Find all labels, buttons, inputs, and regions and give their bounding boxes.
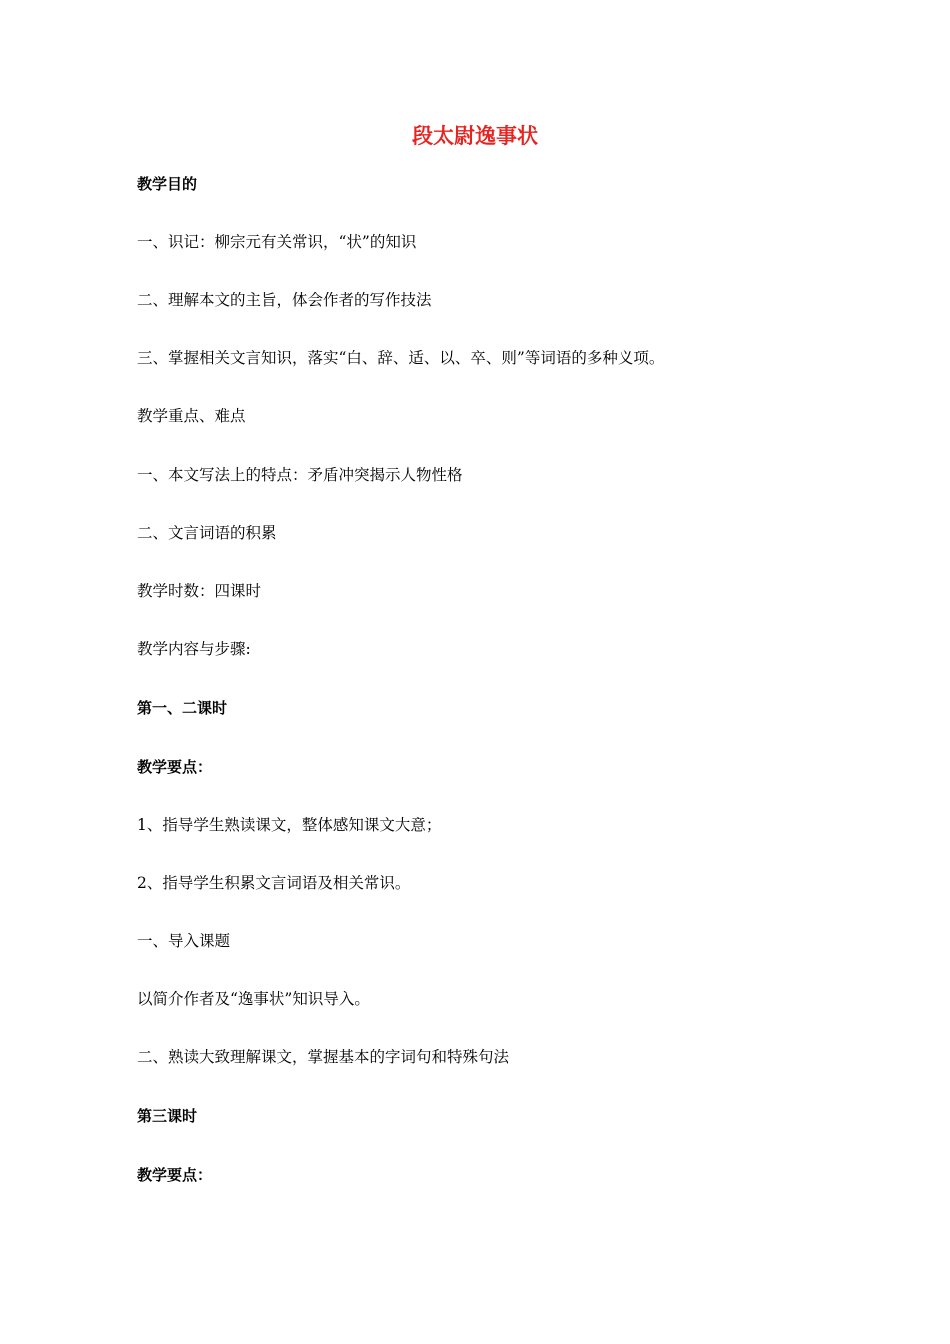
text-line: 教学要点： bbox=[137, 1166, 213, 1184]
text-line: 三、掌握相关文言知识，落实“白、辞、适、以、卒、则”等词语的多种义项。 bbox=[137, 349, 665, 367]
text-line: 以简介作者及“逸事状”知识导入。 bbox=[137, 990, 370, 1008]
text-line: 教学内容与步骤: bbox=[137, 640, 251, 658]
text-line: 第一、二课时 bbox=[137, 699, 228, 717]
text-line: 一、识记：柳宗元有关常识，“状”的知识 bbox=[137, 233, 417, 251]
page-title: 段太尉逸事状 bbox=[412, 124, 538, 148]
text-line: 教学目的 bbox=[137, 175, 198, 193]
text-line: 第三课时 bbox=[137, 1107, 198, 1125]
text-line: 2、指导学生积累文言词语及相关常识。 bbox=[137, 874, 411, 892]
text-line: 一、导入课题 bbox=[137, 932, 231, 950]
text-line: 教学要点： bbox=[137, 758, 213, 776]
text-line: 教学时数：四课时 bbox=[137, 582, 262, 600]
text-line: 教学重点、难点 bbox=[137, 407, 246, 425]
text-line: 二、理解本文的主旨，体会作者的写作技法 bbox=[137, 291, 432, 309]
text-line: 二、文言词语的积累 bbox=[137, 524, 277, 542]
text-line: 1、指导学生熟读课文，整体感知课文大意； bbox=[137, 816, 442, 834]
text-line: 二、熟读大致理解课文，掌握基本的字词句和特殊句法 bbox=[137, 1048, 510, 1066]
text-line: 一、本文写法上的特点：矛盾冲突揭示人物性格 bbox=[137, 466, 463, 484]
